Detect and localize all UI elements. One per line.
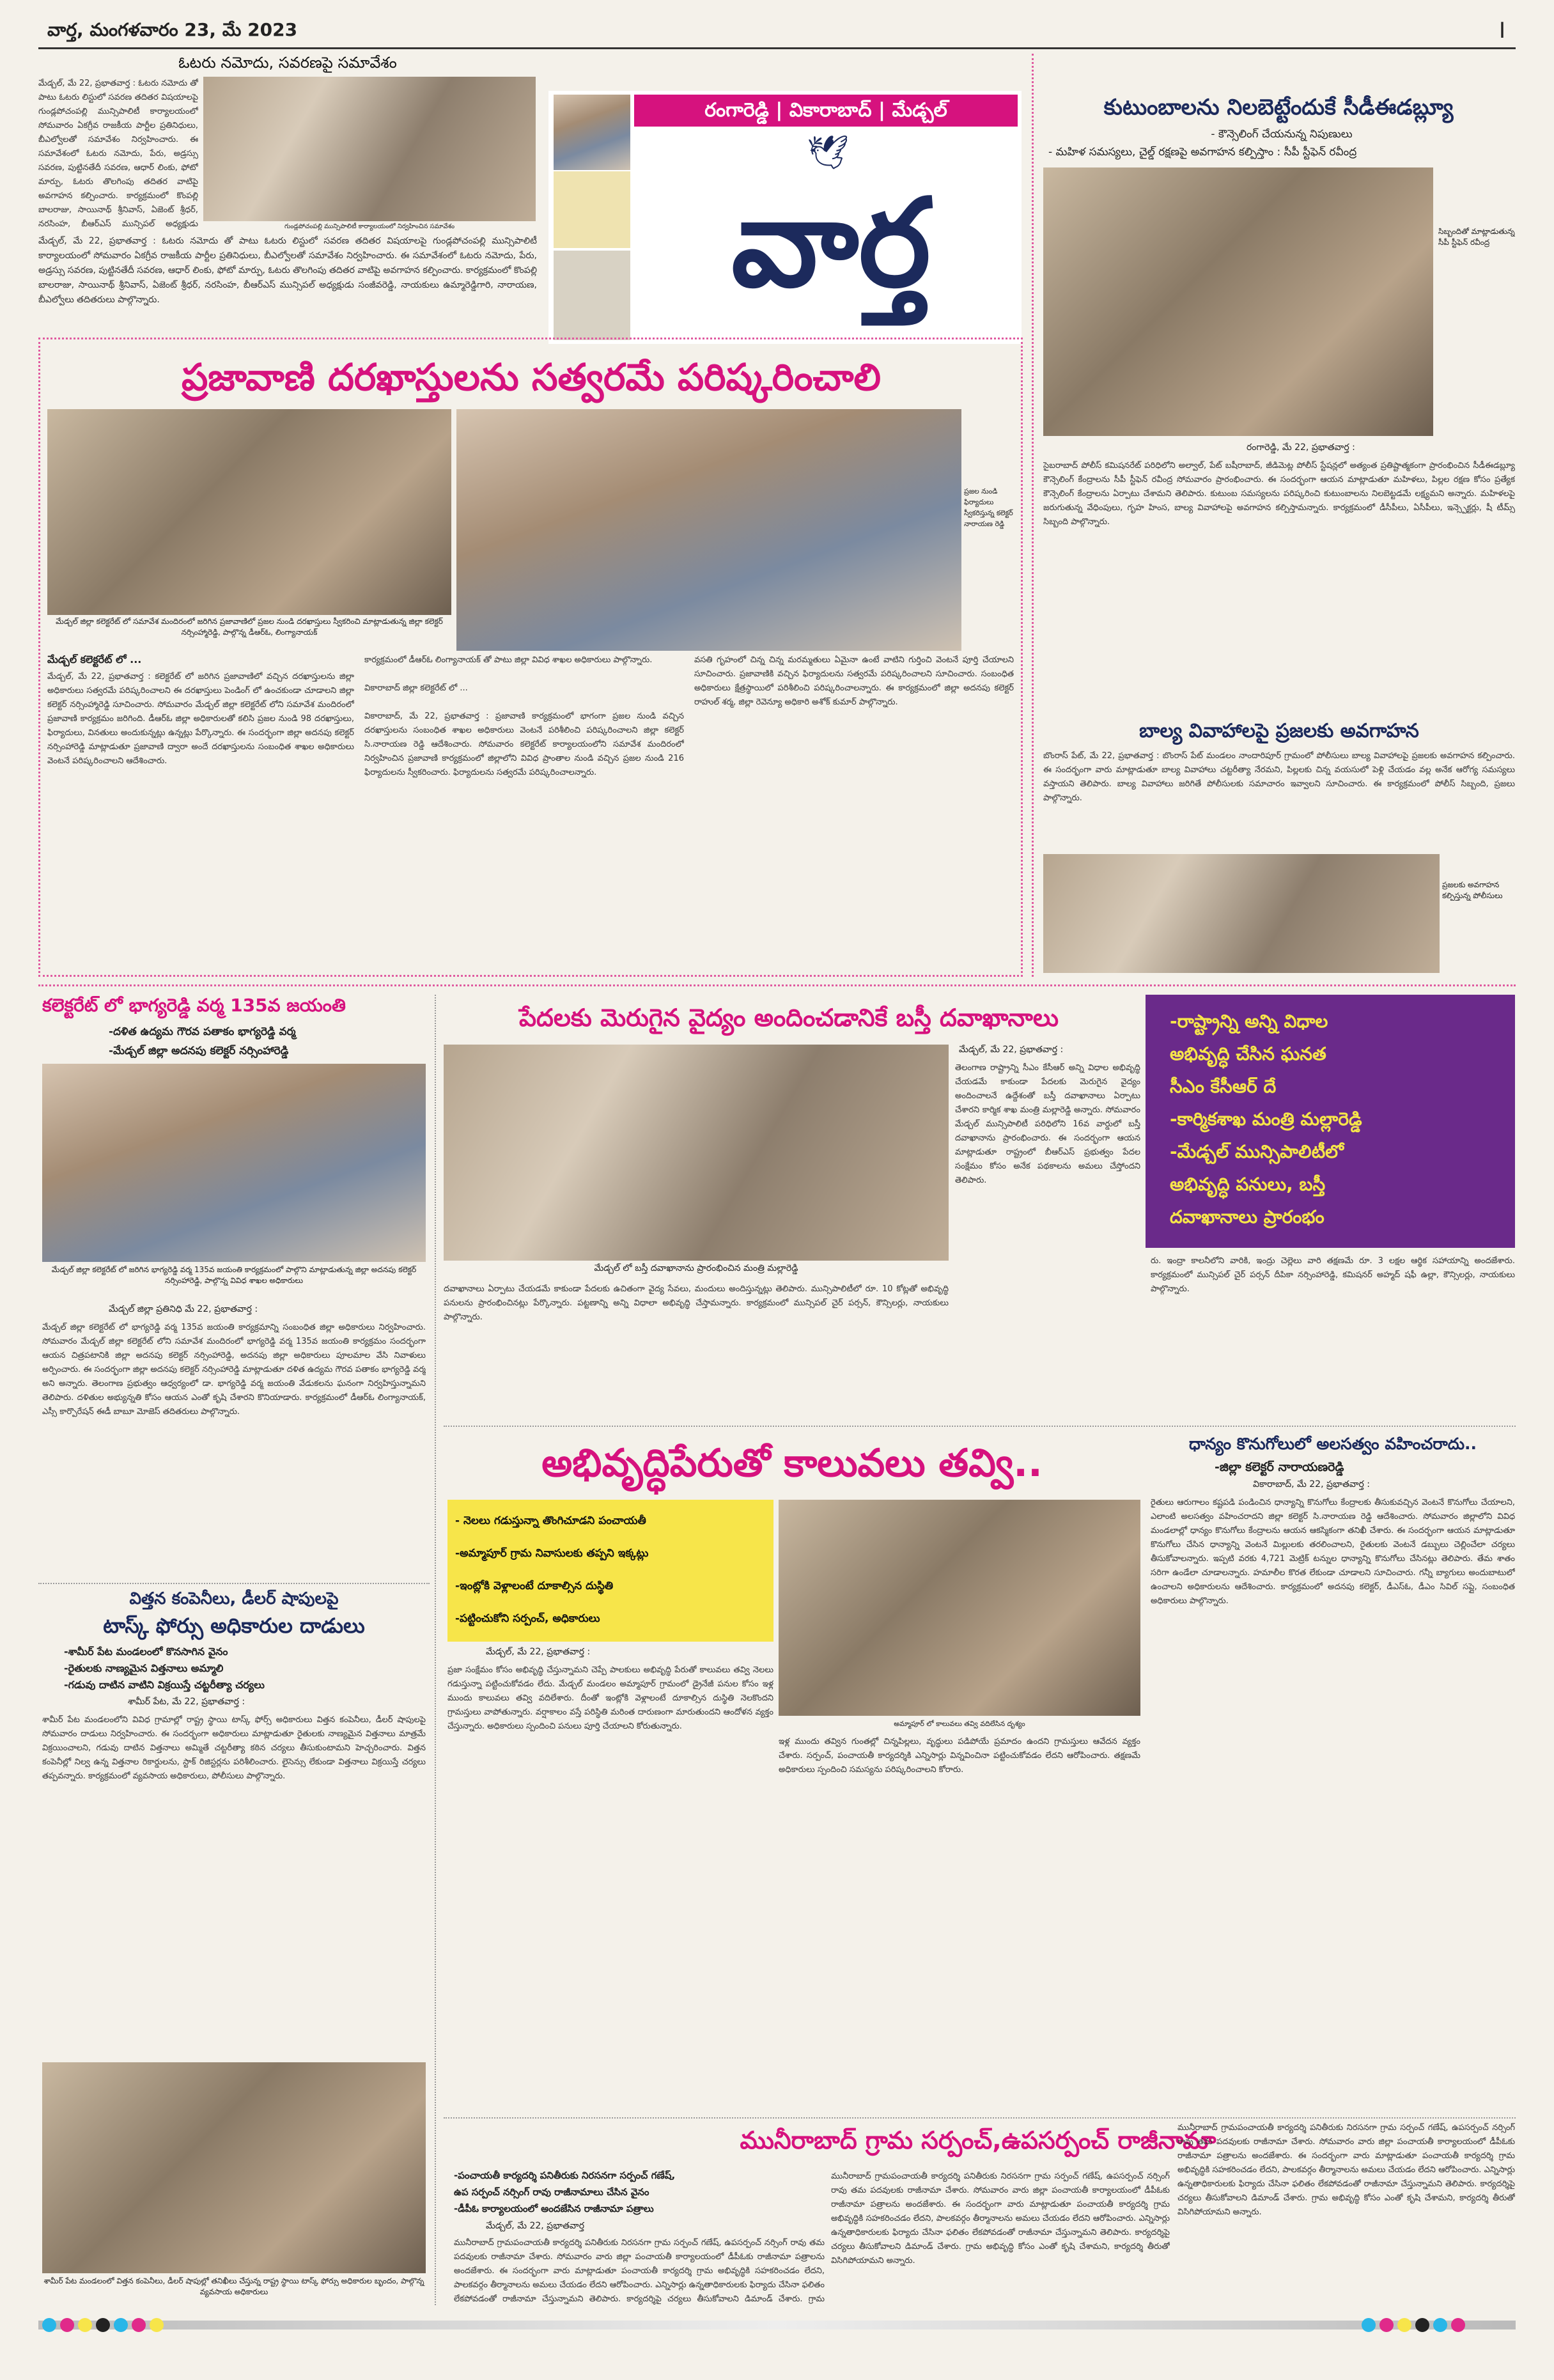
- awareness-photo-caption: ప్రజలకు అవగాహన కల్పిస్తున్న పోలీసులు: [1442, 880, 1503, 900]
- section-divider-2: [444, 1426, 1516, 1427]
- bhagya-body: మేడ్చల్ జిల్లా కలెక్టరేట్ లో భాగ్యరెడ్డి వర్మ 135వ జయంతి కార్యక్రమాన్ని సంబంధిత జిల్లా అధికారులు నిర్వహించారు. సోమవారం మేడ్చల్ జిల్లా కలెక్టరేట్ లోని సమావేశ మందిరంలో భాగ్యరెడ్డి వర్మ 135వ జయంతి కార్యక్రమం సందర్భంగా ఆయన చిత్రపటానికి జిల్లా అదనపు కలెక్టర్ నర్సింహారెడ్డి, అదనపు జిల్లా అధికారులు పూలమాల వేసి నివాళులు అర్పించారు. ఈ సందర్భంగా జిల్లా అదనపు కలెక్టర్ నర్సింహారెడ్డి మాట్లాడుతూ దళిత ఉద్యమ గౌరవ పతాకం భాగ్యరెడ్డి వర్మ అని అన్నారు. తెలంగాణ ప్రభుత్వం ఆధ్వర్యంలో డా. భాగ్యరెడ్డి వర్మ జయంతి వేడుకలను ఘనంగా నిర్వహిస్తున్నామని తెలిపారు. దళితుల అభ్యున్నతి కోసం ఆయన ఎంతో కృషి చేశారని కొనియాడారు. కార్యక్రమంలో డీఆర్ఓ లింగ్యానాయక్, ఎస్సీ కార్పొరేషన్ ఈడీ బాబూ మోజెస్ తదితరులు పాల్గొన్నారు.: [42, 1323, 426, 1417]
- quote-line-7: దవాఖానాలు ప్రారంభం: [1170, 1206, 1325, 1227]
- seed-body: శామీర్ పేట మండలంలోని వివిధ గ్రామాల్లో రాష్ట్ర స్థాయి టాస్క్ ఫోర్స్ అధికారులు విత్తన కంపెనీలు, డీలర్ షాపులపై సోమవారం దాడులు నిర్వహించారు. ఈ సందర్భంగా అధికారులు మాట్లాడుతూ రైతులకు నాణ్యమైన విత్తనాలు మాత్రమే విక్రయించాలని, గడువు దాటిన విత్తనాలు అమ్మితే చట్టరీత్యా కఠిన చర్యలు తీసుకుంటామని హెచ్చరించారు. విత్తన కంపెనీల్లో నిల్వ ఉన్న విత్తనాల రికార్డులను, స్టాక్ రిజిస్టర్లను పరిశీలించారు. లైసెన్సు లేకుండా విత్తనాలు విక్రయిస్తే చర్యలు తప్పవన్నారు. కార్యక్రమంలో వ్యవసాయ అధికారులు, పోలీసులు పాల్గొన్నారు.: [42, 1715, 426, 1781]
- grain-dateline: వికారాబాద్, మే 22, ప్రభాతవార్త :: [1253, 1479, 1370, 1489]
- page-number: I: [1499, 18, 1506, 43]
- police-photo: [1043, 167, 1433, 436]
- logo: వార్త: [731, 171, 931, 314]
- seed-sub2: -రైతులకు నాణ్యమైన విత్తనాలు అమ్మాలి: [64, 1662, 224, 1674]
- lead-headline: ప్రజావాణి దరఖాస్తులను సత్వరమే పరిష్కరించాలి: [181, 355, 882, 399]
- monument-photo: [554, 251, 630, 340]
- right-top-sub2: - మహిళ సమస్యలు, చైల్డ్ రక్షణపై అవగాహన కల్పిస్తాం : సీపీ స్టీఫెన్ రవీంద్ర: [1048, 146, 1357, 159]
- section-divider-1: [38, 984, 1516, 986]
- quote-line-2: అభివృద్ధి చేసిన ఘనత: [1170, 1043, 1326, 1064]
- bhagya-headline: కలెక్టరేట్ లో భాగ్యరెడ్డి వర్మ 135వ జయంతి: [42, 995, 346, 1016]
- basti-photo: [444, 1045, 949, 1261]
- region-banner: రంగారెడ్డి | వికారాబాద్ | మేడ్చల్: [634, 95, 1018, 127]
- bhagya-dateline: మేడ్చల్ జిల్లా ప్రతినిధి మే 22, ప్రభాతవార్త :: [109, 1304, 258, 1314]
- resign-sub1: -పంచాయతీ కార్యదర్శి పనితీరుకు నిరసనగా సర్పంచ్ గణేష్,: [454, 2170, 676, 2181]
- basti-body3: రు. ఇంద్రా కాలనీలోని వారికి, ఇంద్రు చెల్లెలు వారి తక్షణమే రూ. 3 లక్షల ఆర్థిక సహాయాన్ని అందజేశారు. కార్యక్రమంలో మున్సిపల్ చైర్ పర్సన్ దీపికా నర్సింహారెడ్డి, కమిషనర్ అహ్మద్ షఫీ ఉల్లా, కౌన్సిలర్లు, నాయకులు పాల్గొన్నారు.: [1151, 1256, 1515, 1294]
- seed-photo: [42, 2062, 426, 2273]
- quote-line-5: -మేడ్చల్ మున్సిపాలిటీలో: [1170, 1141, 1344, 1162]
- quote-line-3: సీఎం కేసీఆర్ దే: [1170, 1076, 1277, 1097]
- lead-col1-head: మేడ్చల్ కలెక్టరేట్ లో ...: [47, 653, 142, 665]
- basti-body2: దవాఖానాలు ఏర్పాటు చేయడమే కాకుండా పేదలకు ఉచితంగా వైద్య సేవలు, మందులు అందిస్తున్నట్లు తెలిపారు. మున్సిపాలిటీలో రూ. 10 కోట్లతో అభివృద్ధి పనులను ప్రారంభించినట్లు పేర్కొన్నారు. పట్టణాన్ని అన్ని విధాలా అభివృద్ధి చేస్తామన్నారు. కార్యక్రమంలో మున్సిపల్ చైర్ పర్సన్, కౌన్సిలర్లు, నాయకులు పాల్గొన్నారు.: [444, 1284, 949, 1322]
- date-line: వార్త, మంగళవారం 23, మే 2023: [47, 19, 298, 40]
- lead-caption-left: మేడ్చల్ జిల్లా కలెక్టరేట్ లో సమావేశ మందిరంలో జరిగిన ప్రజావాణిలో ప్రజల నుండి దరఖాస్తులు స్వీకరించి మాట్లాడుతున్న జిల్లా కలెక్టర్ నర్సింహ్మారెడ్డి, పాల్గొన్న డీఆర్ఓ, లింగ్యానాయక్: [56, 617, 443, 637]
- meeting-photo-caption: గుండ్లపోచంపల్లి మున్సిపాలిటీ కార్యాలయంలో నిర్వహించిన సమావేశం: [284, 223, 455, 230]
- resign-sub2: ఉప సర్పంచ్ నర్సింగ్ రావు రాజీనామాలు చేసిన వైనం: [454, 2186, 649, 2198]
- resign-sub3: -డీపీఓ కార్యాలయంలో అందజేసిన రాజీనామా పత్రాలు: [454, 2203, 654, 2214]
- seed-caption: శామీర్ పేట మండలంలో విత్తన కంపెనీలు, డీలర్ షాపుల్లో తనిఖీలు చేస్తున్న రాష్ట్ర స్థాయి టాస్క్ ఫోర్సు అధికారుల బృందం, పాల్గొన్న వ్యవసాయ అధికారులు: [43, 2276, 424, 2296]
- grain-sub: -జిల్లా కలెక్టర్ నారాయణరెడ్డి: [1215, 1460, 1344, 1474]
- col-divider: [435, 995, 437, 2305]
- bhagya-photo: [42, 1064, 426, 1262]
- color-registration-right: [1362, 2318, 1515, 2333]
- canal-bullet-4: -పట్టించుకోని సర్పంచ్, అధికారులు: [455, 1612, 600, 1625]
- section-divider-3: [444, 2117, 1516, 2119]
- child-marriage-headline: బాల్య వివాహాలపై ప్రజలకు అవగాహన: [1139, 720, 1419, 742]
- police-photo-caption: సిబ్బందితో మాట్లాడుతున్న సీపీ స్టీఫెన్ రవీంద్ర: [1438, 227, 1515, 247]
- canal-headline: అభివృద్ధిపేరుతో కాలువలు తవ్వి..: [541, 1441, 1043, 1486]
- temple-photo: [554, 95, 630, 170]
- basti-dateline: మేడ్చల్, మే 22, ప్రభాతవార్త :: [959, 1045, 1064, 1055]
- lamp-art: [554, 171, 630, 248]
- lead-caption-right: ప్రజల నుండి ఫిర్యాదులు స్వీకరిస్తున్న కలెక్టర్ నారాయణ రెడ్డి: [964, 487, 1013, 528]
- top-rule: [38, 47, 1516, 49]
- canal-bullet-2: -అమ్మాపూర్ గ్రామ నివాసులకు తప్పని ఇక్కట్లు: [455, 1547, 649, 1560]
- resign-body-c: మునీరాబాద్ గ్రామపంచాయతీ కార్యదర్శి పనితీరుకు నిరసనగా గ్రామ సర్పంచ్ గణేష్, ఉపసర్పంచ్ నర్సింగ్ రావు తమ పదవులకు రాజీనామా చేశారు. సోమవారం వారు జిల్లా పంచాయతీ కార్యాలయంలో డీపీఓకు రాజీనామా పత్రాలను అందజేశారు. ఈ సందర్భంగా వారు మాట్లాడుతూ పంచాయతీ కార్యదర్శి గ్రామ అభివృద్ధికి సహకరించడం లేదని, పాలకవర్గం తీర్మానాలను అమలు చేయడం లేదని ఆరోపించారు. ఎన్నిసార్లు ఉన్నతాధికారులకు ఫిర్యాదు చేసినా ఫలితం లేకపోవడంతో రాజీనామా చేస్తున్నామని తెలిపారు. కార్యదర్శిపై చర్యలు తీసుకోవాలని డిమాండ్ చేశారు. గ్రామ అభివృద్ధి కోసం ఎంతో కృషి చేశామని, కార్యదర్శి తీరుతో విసిగిపోయామని అన్నారు.: [1177, 2123, 1515, 2217]
- top-left-title: ఓటరు నమోదు, సవరణపై సమావేశం: [178, 54, 397, 72]
- bhagya-sub1: -దళిత ఉద్యమ గౌరవ పతాకం భాగ్యరెడ్డి వర్మ: [109, 1025, 296, 1038]
- quote-line-1: -రాష్ట్రాన్ని అన్ని విధాల: [1170, 1011, 1328, 1032]
- lead-photo-right: [456, 409, 961, 651]
- bird-icon: 🕊: [806, 134, 849, 172]
- resign-body-b: మునీరాబాద్ గ్రామపంచాయతీ కార్యదర్శి పనితీరుకు నిరసనగా గ్రామ సర్పంచ్ గణేష్, ఉపసర్పంచ్ నర్సింగ్ రావు తమ పదవులకు రాజీనామా చేశారు. సోమవారం వారు జిల్లా పంచాయతీ కార్యాలయంలో డీపీఓకు రాజీనామా పత్రాలను అందజేశారు. ఈ సందర్భంగా వారు మాట్లాడుతూ పంచాయతీ కార్యదర్శి గ్రామ అభివృద్ధికి సహకరించడం లేదని, పాలకవర్గం తీర్మానాలను అమలు చేయడం లేదని ఆరోపించారు. ఎన్నిసార్లు ఉన్నతాధికారులకు ఫిర్యాదు చేసినా ఫలితం లేకపోవడంతో రాజీనామా చేస్తున్నామని తెలిపారు. కార్యదర్శిపై చర్యలు తీసుకోవాలని డిమాండ్ చేశారు. గ్రామ అభివృద్ధి కోసం ఎంతో కృషి చేశామని, కార్యదర్శి తీరుతో విసిగిపోయామని అన్నారు.: [831, 2172, 1170, 2266]
- quote-line-4: -కార్మికశాఖ మంత్రి మల్లారెడ్డి: [1170, 1108, 1362, 1130]
- canal-body: ప్రజా సంక్షేమం కోసం అభివృద్ధి చేస్తున్నామని చెప్పే పాలకులు అభివృద్ధి పేరుతో కాలువలు తవ్వి నెలలు గడుస్తున్నా పట్టించుకోవడం లేదు. మేడ్చల్ మండలం అమ్మాపూర్ గ్రామంలో డ్రైనేజీ పనుల కోసం ఇళ్ల ముందు కాలువలు తవ్వి వదిలేశారు. దీంతో ఇంట్లోకి వెళ్లాలంటే దూకాల్సిన దుస్థితి నెలకొందని గ్రామస్తులు వాపోతున్నారు. వర్షాకాలం వస్తే పరిస్థితి మరింత దారుణంగా మారుతుందని ఆందోళన వ్యక్తం చేస్తున్నారు. అధికారులు స్పందించి పనులు పూర్తి చేయాలని కోరుతున్నారు.: [447, 1665, 773, 1731]
- top-left-body-a: మేడ్చల్, మే 22, ప్రభాతవార్త : ఓటరు నమోదు తో పాటు ఓటరు లిస్టులో సవరణ తదితర విషయాలపై గుండ్లపోచంపల్లి మున్సిపాలిటీ కార్యాలయంలో సోమవారం ఏకగ్రీవ రాజకీయ పార్టీల ప్రతినిధులు, బీఎల్వోలతో సమావేశం నిర్వహించారు. ఈ సమావేశంలో ఓటరు నమోదు, పేరు, అడ్రస్సు సవరణ, పుట్టినతేదీ సవరణ, ఆధార్ లింకు, ఫోటో మార్పు, ఓటరు తొలగింపు తదితర వాటిపై అవగాహన కల్పించారు. కార్యక్రమంలో కొంపల్లి బాలరాజు, సాయినాథ్ శ్రీనివాస్, ఏజెంట్ శ్రీధర్, నరసింహ, బీఆర్ఎస్ మున్సిపల్ అధ్యక్షుడు: [38, 79, 198, 229]
- seed-headline-1: విత్తన కంపెనీలు, డీలర్ షాపులపై: [129, 1589, 339, 1608]
- seed-headline-2: టాస్క్ ఫోర్సు అధికారుల దాడులు: [103, 1614, 365, 1638]
- seed-sub1: -శామీర్ పేట మండలంలో కొనసాగిన వైనం: [64, 1645, 228, 1658]
- lead-photo-left: [47, 409, 451, 615]
- basti-body: తెలంగాణ రాష్ట్రాన్ని సీఎం కేసీఆర్ అన్ని విధాల అభివృద్ధి చేయడమే కాకుండా పేదలకు మెరుగైన వైద్యం అందించాలనే ఉద్దేశంతో బస్తీ దవాఖానాలు ఏర్పాటు చేశారని కార్మిక శాఖ మంత్రి మల్లారెడ్డి అన్నారు. సోమవారం మేడ్చల్ మున్సిపాలిటీ పరిధిలోని 16వ వార్డులో బస్తీ దవాఖానాను ప్రారంభించారు. ఈ సందర్భంగా ఆయన మాట్లాడుతూ రాష్ట్రంలో బీఆర్ఎస్ ప్రభుత్వం పేదల సంక్షేమం కోసం అనేక పథకాలను అమలు చేస్తోందని తెలిపారు.: [955, 1063, 1140, 1185]
- canal-photo: [779, 1500, 1140, 1716]
- bhagya-caption: మేడ్చల్ జిల్లా కలెక్టరేట్ లో జరిగిన భాగ్యరెడ్డి వర్మ 135వ జయంతి కార్యక్రమంలో పాల్గొని మాట్లాడుతున్న జిల్లా అదనపు కలెక్టర్ నర్సింహారెడ్డి, పాల్గొన్న వివిధ శాఖల అధికారులు: [51, 1265, 417, 1285]
- canal-dateline: మేడ్చల్, మే 22, ప్రభాతవార్త :: [486, 1647, 591, 1657]
- canal-body2: ఇళ్ల ముందు తవ్విన గుంతల్లో చిన్నపిల్లలు, వృద్ధులు పడిపోయే ప్రమాదం ఉందని గ్రామస్తులు ఆవేదన వ్యక్తం చేశారు. సర్పంచ్, పంచాయతీ కార్యదర్శికి ఎన్నిసార్లు విన్నవించినా పట్టించుకోవడం లేదని ఆరోపించారు. తక్షణమే అధికారులు స్పందించి సమస్యను పరిష్కరించాలని కోరారు.: [779, 1737, 1140, 1775]
- grain-body: రైతులు ఆరుగాలం కష్టపడి పండించిన ధాన్యాన్ని కొనుగోలు కేంద్రాలకు తీసుకువచ్చిన వెంటనే కొనుగోలు చేయాలని, ఎలాంటి అలసత్వం వహించరాదని జిల్లా కలెక్టర్ సి.నారాయణ రెడ్డి ఆదేశించారు. సోమవారం జిల్లాలోని వివిధ మండలాల్లో ధాన్యం కొనుగోలు కేంద్రాలను ఆయన ఆకస్మికంగా తనిఖీ చేశారు. ఈ సందర్భంగా ఆయన మాట్లాడుతూ కొనుగోలు చేసిన ధాన్యాన్ని వెంటనే మిల్లులకు తరలించాలని, రైతులకు వెంటనే డబ్బులు చెల్లించేలా చర్యలు తీసుకోవాలన్నారు. ఇప్పటి వరకు 4,721 మెట్రిక్ టన్నుల ధాన్యాన్ని కొనుగోలు చేసినట్లు తెలిపారు. తేమ శాతం సరిగా ఉండేలా చూడాలన్నారు. హమాలీల కొరత లేకుండా చూడాలని సూచించారు. గన్నీ బ్యాగులు అందుబాటులో ఉంచాలని అధికారులను ఆదేశించారు. కార్యక్రమంలో అదనపు కలెక్టర్, డీఎస్ఓ, డీఎం సివిల్ సప్లై, సంబంధిత అధికారులు పాల్గొన్నారు.: [1151, 1498, 1515, 1606]
- child-marriage-body: బొంరాస్ పేట్, మే 22, ప్రభాతవార్త : బొంరాస్ పేట్ మండలం నాందారిపూర్ గ్రామంలో పోలీసులు బాల్య వివాహాలపై ప్రజలకు అవగాహన కల్పించారు. ఈ సందర్భంగా వారు మాట్లాడుతూ బాల్య వివాహాలు చట్టరీత్యా నేరమని, పిల్లలకు చిన్న వయసులో పెళ్లి చేయడం వల్ల అనేక ఆరోగ్య సమస్యలు వస్తాయని తెలిపారు. బాల్య వివాహాలు జరిగితే పోలీసులకు సమాచారం ఇవ్వాలని సూచించారు. ఈ కార్యక్రమంలో పోలీస్ సిబ్బంది, ప్రజలు పాల్గొన్నారు.: [1043, 751, 1515, 803]
- footer-bar: [38, 2321, 1516, 2329]
- basti-headline: పేదలకు మెరుగైన వైద్యం అందించడానికే బస్తీ దవాఖానాలు: [519, 1004, 1059, 1032]
- right-top-dateline: రంగారెడ్డి, మే 22, ప్రభాతవార్త :: [1247, 442, 1355, 453]
- basti-photo-caption: మేడ్చల్ లో బస్తీ దవాఖానాను ప్రారంభించిన మంత్రి మల్లారెడ్డి: [594, 1263, 798, 1273]
- canal-photo-caption: అమ్మాపూర్ లో కాలువలు తవ్వి వదిలేసిన దృశ్యం: [894, 1720, 1025, 1728]
- lead-col3: వసతి గృహంలో చిన్న చిన్న మరమ్మతులు ఏమైనా ఉంటే వాటిని గుర్తించి వెంటనే పూర్తి చేయాలని సూచించారు. ప్రజావాణికి వచ్చిన ఫిర్యాదులను సత్వరమే పరిష్కరించాలని సూచించారు. సంబంధిత అధికారులు క్షేత్రస్థాయిలో పరిశీలించి పరిష్కరించాలన్నారు. ఈ కార్యక్రమంలో జిల్లా అదనపు కలెక్టర్ రాహుల్ శర్మ, జిల్లా రెవెన్యూ అధికారి అశోక్ కుమార్ పాల్గొన్నారు.: [694, 655, 1014, 707]
- quote-line-6: అభివృద్ధి పనులు, బస్తీ: [1170, 1174, 1326, 1195]
- seed-dateline: శామీర్ పేట, మే 22, ప్రభాతవార్త :: [128, 1697, 245, 1707]
- quote-lines: [1170, 1005, 1502, 1235]
- canal-bullets: [455, 1505, 768, 1639]
- resign-dateline: మేడ్చల్, మే 22, ప్రభాతవార్త: [486, 2221, 585, 2231]
- grain-headline: ధాన్యం కొనుగోలులో అలసత్వం వహించరాదు..: [1188, 1435, 1477, 1453]
- lead-col1: మేడ్చల్, మే 22, ప్రభాతవార్త : కలెక్టరేట్ లో జరిగిన ప్రజావాణిలో వచ్చిన దరఖాస్తులను జిల్లా అధికారులు సత్వరమే పరిష్కరించాలని ఈ దరఖాస్తులు పెండింగ్ లో ఉంచకుండా చూడాలని జిల్లా కలెక్టర్ నర్సింహ్మారెడ్డి సూచించారు. సోమవారం మేడ్చల్ జిల్లా కలెక్టరేట్ లోని సమావేశ మందిరంలో ప్రజావాణి కార్యక్రమం జరిగింది. డీఆర్ఓ జిల్లా అధికారులతో కలిసి ప్రజల నుండి 98 దరఖాస్తులు, ఫిర్యాదులు, వినతులు అందుకున్నట్లు ఉన్నట్లు పేర్కొన్నారు. ఈ సందర్భంగా జిల్లా అదనపు కలెక్టర్ నర్సింహారెడ్డి మాట్లాడుతూ ప్రజావాణి ద్వారా అందే దరఖాస్తులను సంబంధిత శాఖల అధికారులు వెంటనే పరిష్కరించాలని ఆదేశించారు.: [47, 672, 354, 766]
- seed-sub3: -గడువు దాటిన వాటిని విక్రయిస్తే చట్టరీత్యా చర్యలు: [64, 1679, 265, 1691]
- bhagya-sub2: -మేడ్చల్ జిల్లా అదనపు కలెక్టర్ నర్సింహారెడ్డి: [109, 1045, 289, 1057]
- top-left-body-b: మేడ్చల్, మే 22, ప్రభాతవార్త : ఓటరు నమోదు తో పాటు ఓటరు లిస్టులో సవరణ తదితర విషయాలపై గుండ్లపోచంపల్లి మున్సిపాలిటీ కార్యాలయంలో సోమవారం ఏకగ్రీవ రాజకీయ పార్టీల ప్రతినిధులు, బీఎల్వోలతో సమావేశం నిర్వహించారు. ఈ సమావేశంలో ఓటరు నమోదు, పేరు, అడ్రస్సు సవరణ, పుట్టినతేదీ సవరణ, ఆధార్ లింకు, ఫోటో మార్పు, ఓటరు తొలగింపు తదితర వాటిపై అవగాహన కల్పించారు. కార్యక్రమంలో కొంపల్లి బాలరాజు, సాయినాథ్ శ్రీనివాస్, ఏజెంట్ శ్రీధర్, నరసింహ, బీఆర్ఎస్ మున్సిపల్ అధ్యక్షుడు సంజీవరెడ్డి, నాయకులు ఉమ్మారెడ్డిగారి, నారాయణ, బీఎల్వోలు తదితరులు పాల్గొన్నారు.: [38, 236, 537, 305]
- right-top-body: సైబరాబాద్ పోలీస్ కమిషనరేట్ పరిధిలోని అల్వాల్, పేట్ బషీరాబాద్, జీడిమెట్ల పోలీస్ స్టేషన్లలో అత్యంత ప్రతిష్టాత్మకంగా ప్రారంభించిన సీడీఈడబ్ల్యూ కౌన్సెలింగ్ కేంద్రాలను సీపీ స్టీఫెన్ రవీంద్ర సోమవారం ప్రారంభించారు. ఈ సందర్భంగా ఆయన మాట్లాడుతూ మహిళలు, పిల్లల రక్షణ కోసం ప్రత్యేక కౌన్సెలింగ్ కేంద్రాలను ఏర్పాటు చేశామని తెలిపారు. కుటుంబ సమస్యలను పరిష్కరించి కుటుంబాలను నిలబెట్టడమే లక్ష్యమని అన్నారు. మహిళలపై జరుగుతున్న వేధింపులు, గృహ హింస, బాల్య వివాహాలపై అవగాహన కల్పిస్తామన్నారు. కార్యక్రమంలో డీసీపీలు, ఏసీపీలు, ఇన్స్పెక్టర్లు, షీ టీమ్స్ సిబ్బంది పాల్గొన్నారు.: [1043, 461, 1515, 527]
- seed-divider: [38, 1583, 430, 1584]
- right-divider: [1032, 54, 1036, 977]
- meeting-photo: [203, 77, 536, 221]
- resign-headline: మునీరాబాద్ గ్రామ సర్పంచ్,ఉపసర్పంచ్ రాజీనామా: [740, 2126, 1216, 2154]
- right-top-headline: కుటుంబాలను నిలబెట్టేందుకే సీడీఈడబ్ల్యూ: [1103, 95, 1454, 120]
- canal-bullet-3: -ఇంట్లోకి వెళ్లాలంటే దూకాల్సిన దుస్థితి: [455, 1580, 614, 1592]
- right-top-sub1: - కౌన్సెలింగ్ చేయనున్న నిపుణులు: [1211, 128, 1353, 141]
- color-registration-left: [42, 2318, 208, 2333]
- resign-body-a: మునీరాబాద్ గ్రామపంచాయతీ కార్యదర్శి పనితీరుకు నిరసనగా గ్రామ సర్పంచ్ గణేష్, ఉపసర్పంచ్ నర్సింగ్ రావు తమ పదవులకు రాజీనామా చేశారు. సోమవారం వారు జిల్లా పంచాయతీ కార్యాలయంలో డీపీఓకు రాజీనామా పత్రాలను అందజేశారు. ఈ సందర్భంగా వారు మాట్లాడుతూ పంచాయతీ కార్యదర్శి గ్రామ అభివృద్ధికి సహకరించడం లేదని, పాలకవర్గం తీర్మానాలను అమలు చేయడం లేదని ఆరోపించారు. ఎన్నిసార్లు ఉన్నతాధికారులకు ఫిర్యాదు చేసినా ఫలితం లేకపోవడంతో రాజీనామా చేస్తున్నామని తెలిపారు. కార్యదర్శిపై చర్యలు తీసుకోవాలని డిమాండ్ చేశారు. గ్రామ: [454, 2238, 825, 2304]
- awareness-photo: [1043, 854, 1440, 973]
- lead-col2: కార్యక్రమంలో డీఆర్ఓ లింగ్యానాయక్ తో పాటు జిల్లా వివిధ శాఖల అధికారులు పాల్గొన్నారు. వికారాబాద్ జిల్లా కలెక్టరేట్ లో ... వికారాబాద్, మే 22, ప్రభాతవార్త : ప్రజావాణి కార్యక్రమంలో భాగంగా ప్రజల నుండి వచ్చిన దరఖాస్తులను సంబంధిత శాఖల అధికారులు వెంటనే పరిశీలించి పరిష్కరించాలని జిల్లా కలెక్టర్ సి.నారాయణ రెడ్డి ఆదేశించారు. సోమవారం కలెక్టరేట్ కార్యాలయంలోని సమావేశ మందిరంలో నిర్వహించిన ప్రజావాణి కార్యక్రమంలో జిల్లాలోని వివిధ ప్రాంతాల నుండి వచ్చిన ప్రజల నుండి 216 ఫిర్యాదులను స్వీకరించారు. ఫిర్యాదులను సత్వరమే పరిష్కరించాలన్నారు.: [364, 655, 684, 777]
- canal-bullet-1: - నెలలు గడుస్తున్నా తొంగిచూడని పంచాయతీ: [455, 1514, 646, 1527]
